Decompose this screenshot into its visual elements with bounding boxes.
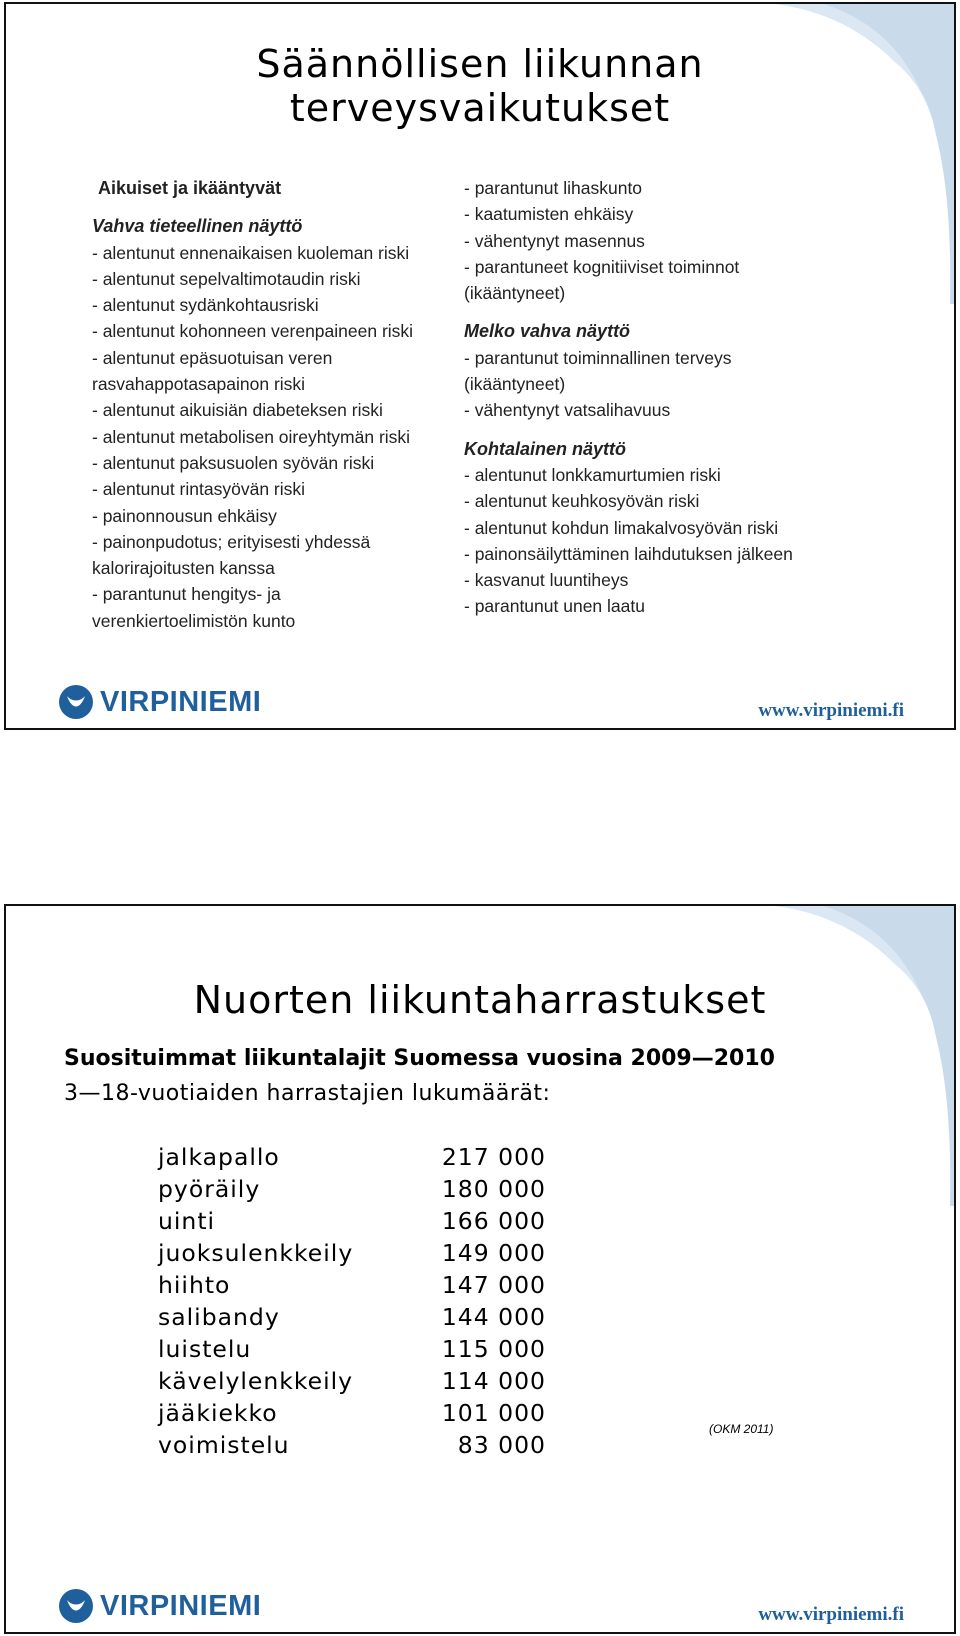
slide-footer (6, 1572, 954, 1632)
left-column (92, 175, 413, 634)
list-item: - alentunut paksusuolen syövän riski (92, 452, 375, 473)
slide-youth-sports (4, 904, 956, 1634)
sport-row (158, 1333, 546, 1365)
list-item: - kaatumisten ehkäisy (464, 204, 634, 225)
sport-name: jääkiekko (158, 1399, 278, 1427)
sport-row (158, 1301, 546, 1333)
logo-mark-icon (58, 1588, 94, 1624)
list-item: - alentunut keuhkosyövän riski (464, 491, 700, 512)
evidence-heading-strong: Vahva tieteellinen näyttö (92, 216, 303, 237)
list-item: - alentunut sydänkohtausriski (92, 295, 319, 316)
sport-row (158, 1397, 546, 1429)
list-item: verenkiertoelimistön kunto (92, 610, 296, 631)
title-line-2: terveysvaikutukset (289, 86, 671, 130)
virpiniemi-logo (58, 1588, 261, 1624)
slide-title: Nuorten liikuntaharrastukset (193, 978, 767, 1022)
sport-row (158, 1365, 546, 1397)
slide-health-effects (4, 2, 956, 730)
sport-row (158, 1429, 546, 1461)
list-item: - kasvanut luuntiheys (464, 570, 629, 591)
participant-count: 149 000 (441, 1239, 546, 1267)
list-item: - alentunut kohdun limakalvosyövän riski (464, 517, 779, 538)
list-item: - parantunut toiminnallinen terveys (464, 347, 732, 368)
list-item: - alentunut metabolisen oireyhtymän riski (92, 426, 411, 447)
sport-row (158, 1237, 546, 1269)
logo-mark-icon (58, 684, 94, 720)
evidence-heading-moderate: Kohtalainen näyttö (464, 438, 627, 459)
sport-row (158, 1205, 546, 1237)
list-item: - parantuneet kognitiiviset toiminnot (464, 256, 740, 277)
list-item: (ikääntyneet) (464, 283, 566, 304)
list-item: - alentunut rintasyövän riski (92, 479, 306, 500)
list-item: - parantunut lihaskunto (464, 178, 643, 198)
right-column (464, 175, 793, 620)
sport-name: voimistelu (158, 1431, 290, 1459)
sport-name: jalkapallo (158, 1143, 280, 1171)
sports-list (158, 1141, 546, 1461)
sport-name: kävelylenkkeily (158, 1367, 354, 1395)
slide-title (6, 42, 954, 130)
list-item: rasvahappotasapainon riski (92, 374, 306, 395)
sport-row (158, 1269, 546, 1301)
list-item: - painonsäilyttäminen laihdutuksen jälkeen (464, 543, 793, 564)
list-item: - alentunut sepelvaltimotaudin riski (92, 268, 361, 289)
list-item: - alentunut epäsuotuisan veren (92, 347, 333, 368)
list-item: - painonnousun ehkäisy (92, 505, 277, 526)
list-item: - vähentynyt vatsalihavuus (464, 400, 671, 421)
list-item: - parantunut unen laatu (464, 596, 645, 617)
participant-count: 147 000 (441, 1271, 546, 1299)
virpiniemi-logo (58, 684, 261, 720)
participant-count: 115 000 (441, 1335, 546, 1363)
list-item: - alentunut kohonneen verenpaineen riski (92, 321, 414, 342)
logo-text: VIRPINIEMI (100, 685, 262, 718)
logo-text: VIRPINIEMI (100, 1589, 262, 1622)
participant-count: 114 000 (441, 1367, 546, 1395)
subtitle: 3—18-vuotiaiden harrastajien lukumäärät: (64, 1081, 551, 1106)
title-line-1: Säännöllisen liikunnan (256, 42, 704, 86)
list-item: - alentunut lonkkamurtumien riski (464, 464, 721, 485)
list-item: - vähentynyt masennus (464, 230, 645, 251)
list-item: - alentunut ennenaikaisen kuoleman riski (92, 242, 410, 263)
sport-name: hiihto (158, 1271, 231, 1299)
evidence-heading-moderate-strong: Melko vahva näyttö (464, 321, 631, 342)
source-citation: (OKM 2011) (709, 1422, 774, 1436)
sport-name: pyöräily (158, 1175, 261, 1203)
slide-footer (6, 668, 954, 728)
sport-name: uinti (158, 1207, 216, 1235)
sport-name: salibandy (158, 1303, 280, 1331)
list-item: - parantunut hengitys- ja (92, 584, 281, 605)
sport-row (158, 1141, 546, 1173)
participant-count: 166 000 (441, 1207, 546, 1235)
subtitle-bold: Suosituimmat liikuntalajit Suomessa vuosina 2009—2010 (64, 1046, 775, 1071)
participant-count: 101 000 (441, 1399, 546, 1427)
participant-count: 217 000 (441, 1143, 546, 1171)
sport-row (158, 1173, 546, 1205)
list-item: kalorirajoitusten kanssa (92, 558, 275, 579)
participant-count: 144 000 (441, 1303, 546, 1331)
list-item: (ikääntyneet) (464, 374, 566, 395)
list-item: - painonpudotus; erityisesti yhdessä (92, 531, 371, 552)
sport-name: juoksulenkkeily (158, 1239, 354, 1267)
column-heading: Aikuiset ja ikääntyvät (98, 178, 282, 198)
website-url: www.virpiniemi.fi (758, 700, 904, 721)
list-item: - alentunut aikuisiän diabeteksen riski (92, 400, 383, 421)
participant-count: 180 000 (441, 1175, 546, 1203)
sport-name: luistelu (158, 1335, 252, 1363)
participant-count: 83 000 (457, 1431, 546, 1459)
website-url: www.virpiniemi.fi (758, 1604, 904, 1625)
